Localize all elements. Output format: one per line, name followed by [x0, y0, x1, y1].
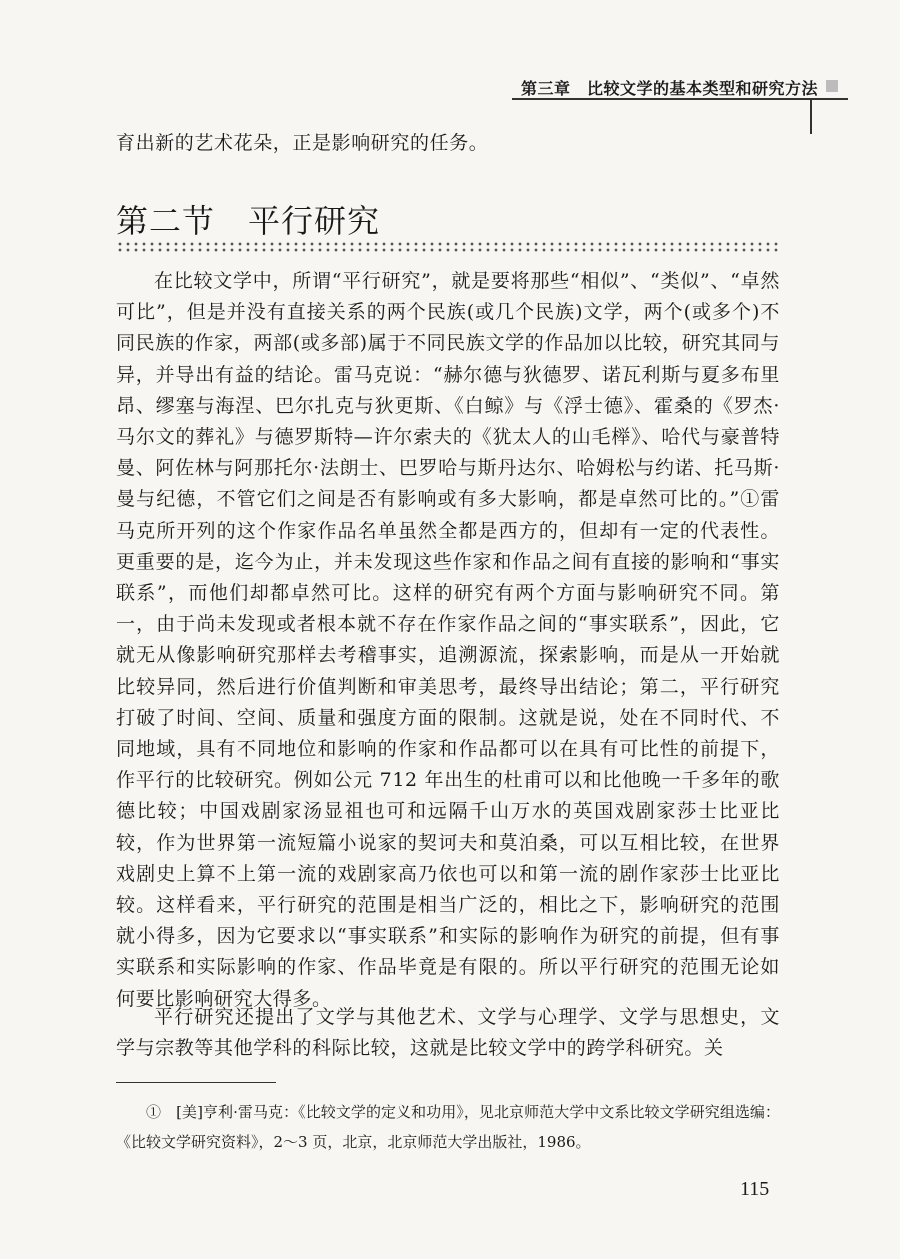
- page-number: 115: [740, 1178, 770, 1200]
- section-title: 第二节 平行研究: [116, 202, 381, 240]
- continuation-text: 育出新的艺术花朵，正是影响研究的任务。: [116, 132, 489, 154]
- dotted-divider: [116, 241, 780, 253]
- side-rule: [810, 100, 812, 134]
- paragraph-2: 平行研究还提出了文学与其他艺术、文学与心理学、文学与思想史，文学与宗教等其他学科的科际比较，这就是比较文学中的跨学科研究。关: [116, 1006, 780, 1060]
- header-rule: [512, 98, 848, 100]
- footnote: ① [美]亨利·雷马克：《比较文学的定义和功用》，见北京师范大学中文系比较文学研究组选编：《比较文学研究资料》，2～3 页，北京，北京师范大学出版社，1986。: [116, 1103, 780, 1151]
- running-head: [512, 74, 848, 100]
- paragraph-1: 在比较文学中，所谓“平行研究”，就是要将那些“相似”、“类似”、“卓然可比”，但是并没有直接关系的两个民族(或几个民族)文学，两个(或多个)不同民族的作家，两部(或多部)属于不同民族文学的作品加以比较，研究其同与异，并导出有益的结论。雷马克说：“赫尔德与狄德罗、诺瓦利斯与夏多布里昂、缪塞与海涅、巴尔扎克与狄更斯、《白鲸》与《浮士德》、霍桑的《罗杰·马尔文的葬礼》与德罗斯特—许尔索夫的《犹太人的山毛榉》、哈代与豪普特曼、阿佐林与阿那托尔·法朗士、巴罗哈与斯丹达尔、哈姆松与约诺、托马斯·曼与纪德，不管它们之间是否有影响或有多大影响，都是卓然可比的。”①雷马克所开列的这个作家作品名单虽然全都是西方的，但却有一定的代表性。更重要的是，迄今为止，并未发现这些作家和作品之间有直接的影响和“事实联系”，而他们却都卓然可比。这样的研究有两个方面与影响研究不同。第一，由于尚未发现或者根本就不存在作家作品之间的“事实联系”，因此，它就无从像影响研究那样去考稽事实，追溯源流，探索影响，而是从一开始就比较异同，然后进行价值判断和审美思考，最终导出结论；第二，平行研究打破了时间、空间、质量和强度方面的限制。这就是说，处在不同时代、不同地域，具有不同地位和影响的作家和作品都可以在具有可比性的前提下，作平行的比较研究。例如公元 712 年出生的杜甫可以和比他晚一千多年的歌德比较；中国戏剧家汤显祖也可和远隔千山万水的英国戏剧家莎士比亚比较，作为世界第一流短篇小说家的契诃夫和莫泊桑，可以互相比较，在世界戏剧史上算不上第一流的戏剧家高乃依也可以和第一流的剧作家莎士比亚比较。这样看来，平行研究的范围是相当广泛的，相比之下，影响研究的范围就小得多，因为它要求以“事实联系”和实际的影响作为研究的前提，但有事实联系和实际影响的作家、作品毕竟是有限的。所以平行研究的范围无论如何要比影响研究大得多。: [116, 270, 780, 1010]
- chapter-title: 第三章 比较文学的基本类型和研究方法: [520, 79, 818, 98]
- footnote-rule: [116, 1082, 276, 1083]
- gray-square-marker: [826, 80, 838, 92]
